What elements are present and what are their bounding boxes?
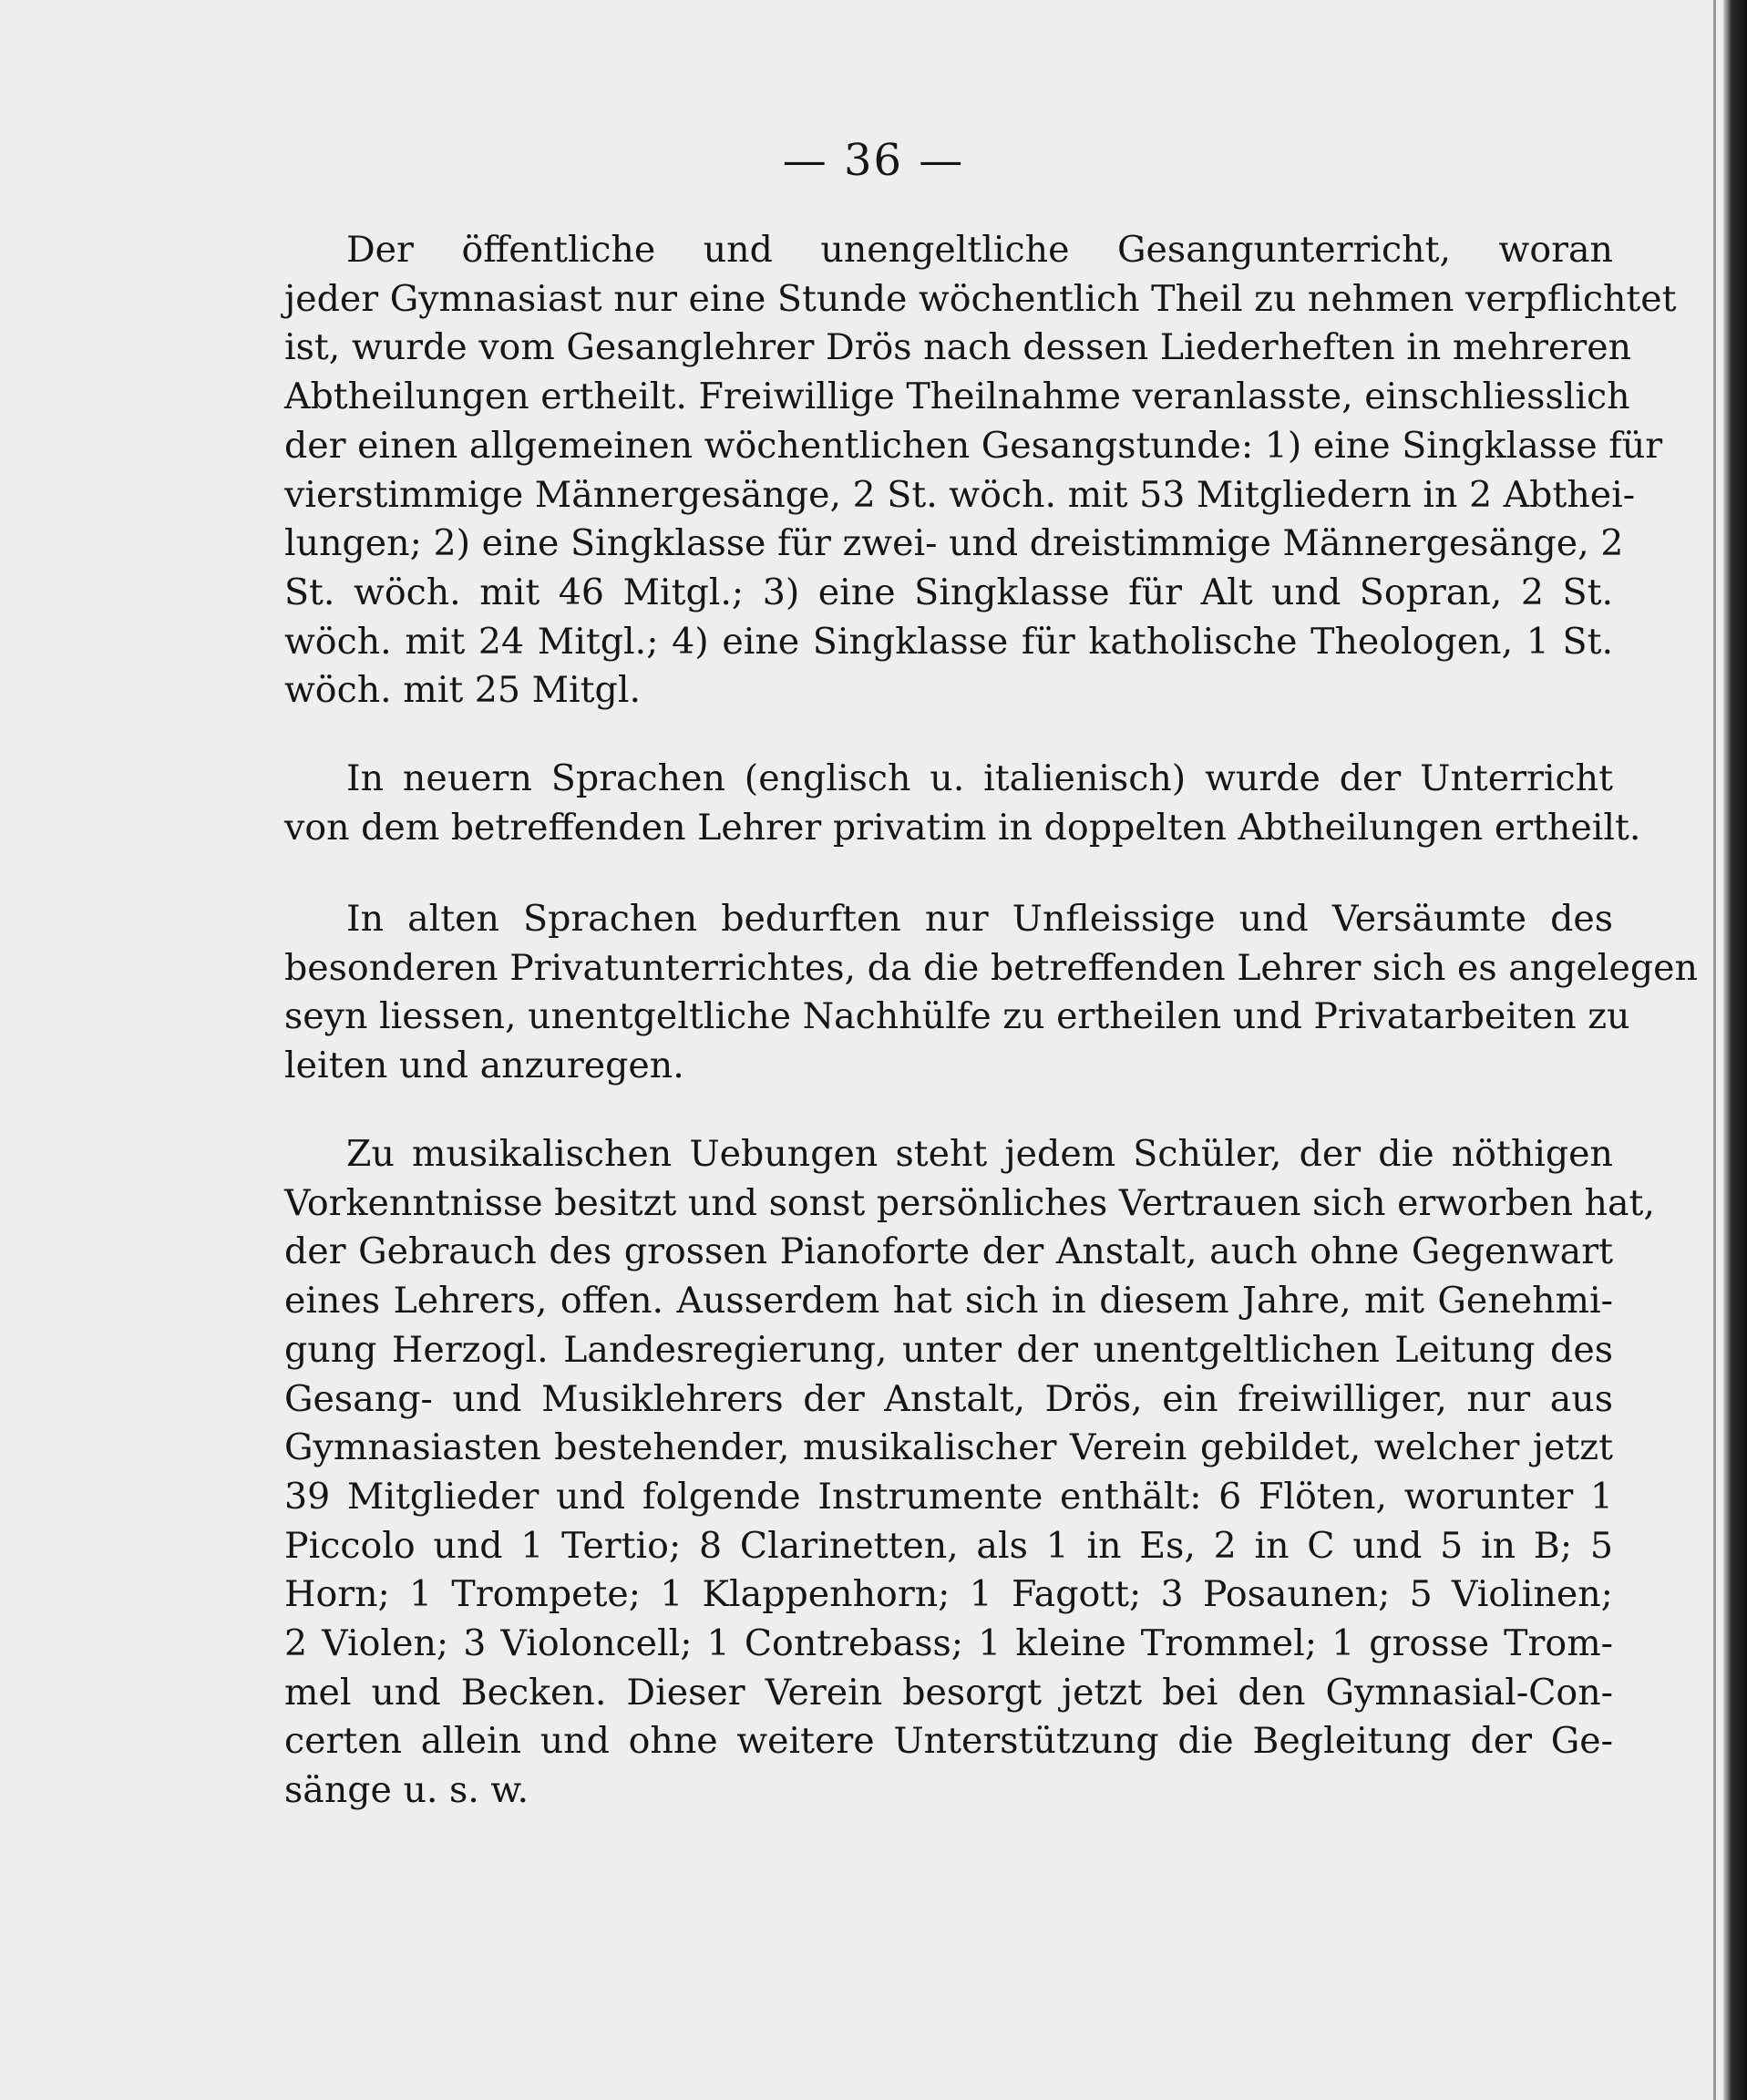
text-line: Vorkenntnisse besitzt und sonst persönliches Vertrauen sich erworben hat, <box>284 1181 1655 1224</box>
text-line: vierstimmige Männergesänge, 2 St. wöch. mit 53 Mitgliedern in 2 Abthei- <box>284 473 1636 516</box>
paragraph-neuere-sprachen <box>284 755 1641 852</box>
text-line: certen allein und ohne weitere Unterstützung die Begleitung der Ge- <box>284 1720 1613 1763</box>
text-line: Horn; 1 Trompete; 1 Klappenhorn; 1 Fagott; 3 Posaunen; 5 Violinen; <box>284 1573 1613 1616</box>
text-line: der einen allgemeinen wöchentlichen Gesangstunde: 1) eine Singklasse für <box>284 424 1663 467</box>
text-line: 39 Mitglieder und folgende Instrumente enthält: 6 Flöten, worunter 1 <box>284 1475 1613 1518</box>
page-number: — 36 — <box>782 135 965 186</box>
text-line: leiten und anzuregen. <box>284 1045 684 1087</box>
text-line: In alten Sprachen bedurften nur Unfleissige und Versäumte des <box>346 898 1613 940</box>
page-fold-shadow <box>1713 0 1716 2100</box>
text-line: eines Lehrers, offen. Ausserdem hat sich in diesem Jahre, mit Genehmi- <box>284 1280 1613 1323</box>
paragraph-gesangunterricht <box>284 226 1677 715</box>
page-edge <box>1723 0 1747 2100</box>
text-line: jeder Gymnasiast nur eine Stunde wöchentlich Theil zu nehmen verpflichtet <box>284 277 1677 320</box>
text-line: St. wöch. mit 46 Mitgl.; 3) eine Singklasse für Alt und Sopran, 2 St. <box>284 571 1613 613</box>
text-line: von dem betreffenden Lehrer privatim in doppelten Abtheilungen ertheilt. <box>284 806 1641 849</box>
text-line: seyn liessen, unentgeltliche Nachhülfe zu ertheilen und Privatarbeiten zu <box>284 995 1630 1038</box>
text-line: ist, wurde vom Gesanglehrer Drös nach dessen Liederheften in mehreren <box>284 326 1632 369</box>
text-line: 2 Violen; 3 Violoncell; 1 Contrebass; 1 kleine Trommel; 1 grosse Trom- <box>284 1622 1613 1665</box>
text-line: Gesang- und Musiklehrers der Anstalt, Drös, ein freiwilliger, nur aus <box>284 1377 1613 1420</box>
text-line: der Gebrauch des grossen Pianoforte der Anstalt, auch ohne Gegenwart <box>284 1230 1613 1273</box>
text-line: Abtheilungen ertheilt. Freiwillige Theilnahme veranlasste, einschliesslich <box>284 376 1630 418</box>
text-line: Zu musikalischen Uebungen steht jedem Schüler, der die nöthigen <box>346 1133 1613 1175</box>
text-line: wöch. mit 25 Mitgl. <box>284 669 642 712</box>
text-line: In neuern Sprachen (englisch u. italienisch) wurde der Unterricht <box>346 757 1613 799</box>
text-line: lungen; 2) eine Singklasse für zwei- und dreistimmige Männergesänge, 2 <box>284 522 1624 565</box>
text-line: Gymnasiasten bestehender, musikalischer Verein gebildet, welcher jetzt <box>284 1426 1613 1469</box>
text-line: mel und Becken. Dieser Verein besorgt jetzt bei den Gymnasial-Con- <box>284 1671 1613 1714</box>
paragraph-alte-sprachen <box>284 895 1698 1091</box>
paragraph-musikalische-uebungen <box>284 1130 1655 1816</box>
text-line: gung Herzogl. Landesregierung, unter der unentgeltlichen Leitung des <box>284 1328 1613 1371</box>
text-line: wöch. mit 24 Mitgl.; 4) eine Singklasse für katholische Theologen, 1 St. <box>284 620 1613 663</box>
text-line: sänge u. s. w. <box>284 1769 529 1812</box>
text-line: Piccolo und 1 Tertio; 8 Clarinetten, als 1 in Es, 2 in C und 5 in B; 5 <box>284 1524 1613 1567</box>
text-line: besonderen Privatunterrichtes, da die betreffenden Lehrer sich es angelegen <box>284 946 1698 989</box>
text-line: Der öffentliche und unengeltliche Gesangunterricht, woran <box>346 229 1613 271</box>
